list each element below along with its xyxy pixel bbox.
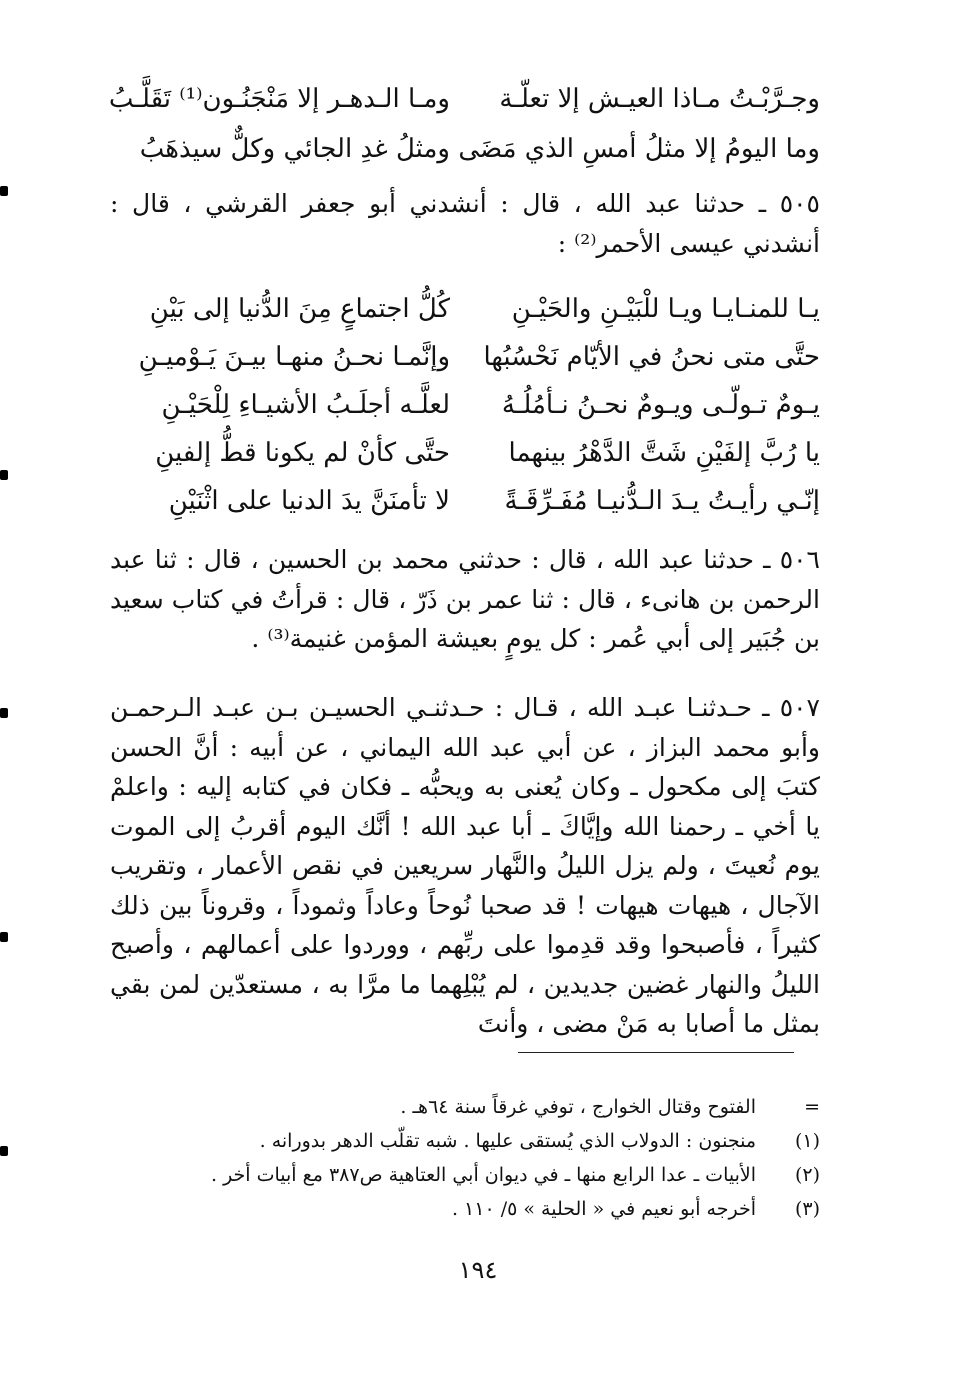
paragraph-text: ٥٠٧ ـ حـدثنـا عبـد الله ، قـال : حـدثنـي الحسيـن بـن عبـد الـرحمـن وأبو محمد البزاز ، عن أبي عبد الله اليماني ، عن أبيه : أنَّ الحسن كتبَ إلى مكحول ـ وكان يُعنى به ويحبُّه ـ فكان في كتابه إليه : واعلمْ يا أخي ـ رحمنا الله وإيَّاكَ ـ أبا عبد الله ! أنَّك اليوم أقربُ إلى الموت يوم نُعيتَ ، ولم يزل الليلُ والنَّهار سريعين في نقص الأعمار ، وتقريب الآجال ، هيهات هيهات ! قد صحبا نُوحاً وعاداً وثموداً ، وقروناً بين ذلك كثيراً ، فأصبحوا وقد قدِموا على ربِّهم ، ووردوا على أعمالهم ، وأصبح الليلُ والنهار غضين جديدين ، لم يُبْلِهما ما مرَّا به ، مستعدّين لمن بقي بمثل ما أصابا به مَنْ مضى ، وأنتَ (110, 693, 820, 1038)
verse-second-hemistich: ومثلُ غدِ الجائي وكلٌّ سيذهَبُ (139, 134, 450, 164)
verse-first-hemistich: حتَّى متى نحنُ في الأيّام نَحْسُبُها (483, 342, 820, 372)
paragraph-505 (110, 184, 820, 263)
footnote-number: (١) (794, 1130, 820, 1152)
verse-second-hemistich: لعلَّـه أجلَـبُ الأشيـاءِ لِلْحَيْـنِ (161, 390, 450, 420)
paragraph-text: ٥٠٥ ـ حدثنا عبد الله ، قال : أنشدني أبو جعفر القرشي ، قال : أنشدني عيسى الأحمر⁽²⁾ : (110, 189, 820, 258)
verse-line (110, 476, 820, 526)
footnote-text: أخرجه أبو نعيم في « الحلية » ٥/ ١١٠ . (451, 1198, 756, 1220)
paragraph-text: ٥٠٦ ـ حدثنا عبد الله ، قال : حدثني محمد بن الحسين ، قال : ثنا عبد الرحمن بن هانىء ، قال : ثنا عمر بن ذَرّ ، قال : قرأتُ في كتاب سعيد بن جُبَير إلى أبي عُمر : كل يومٍ بعيشة المؤمن غنيمة⁽³⁾ . (110, 545, 820, 653)
verse-first-hemistich: يا رُبَّ إلفَيْنِ شَتَّ الدَّهْرُ بينهما (508, 438, 820, 468)
scan-mark (0, 708, 8, 718)
footnote-text: الفتوح وقتال الخوارج ، توفي غرقاً سنة ٦٤هـ . (400, 1096, 756, 1118)
scan-mark (0, 186, 8, 196)
footnote-number: (٢) (794, 1164, 820, 1186)
scan-mark (0, 932, 8, 942)
verse-first-hemistich: يـا للمنـايـا ويـا للْبَيْـنِ والحَيْـنِ (511, 294, 820, 324)
verse-second-hemistich: ومـا الـدهـر إلا مَنْجَنُـون⁽¹⁾ تَقَلَّـبُ (108, 84, 450, 114)
verse-second-hemistich: كُلُّ اجتماعٍ مِنَ الدُّنيا إلى بَيْنِ (149, 294, 450, 324)
verse-second-hemistich: وإنَّمـا نحـنُ منهـا بيـنَ يَـوْميـنِ (138, 342, 450, 372)
footnote-text: الأبيات ـ عدا الرابع منها ـ في ديوان أبي العتاهية ص٣٨٧ مع أبيات أخر . (210, 1164, 756, 1186)
paragraph-506 (110, 540, 820, 659)
footnote-text: منجنون : الدولاب الذي يُستقى عليها . شبه تقلّب الدهر بدورانه . (259, 1130, 756, 1152)
footnote-separator (518, 1052, 794, 1053)
verse-line (110, 380, 820, 430)
footnote-number: (٣) (794, 1198, 820, 1220)
scan-mark (0, 1146, 8, 1156)
verse-first-hemistich: إنّـي رأيـتُ يـدَ الـدُّنيـا مُفَـرِّقَـةً (504, 486, 820, 516)
footnote-number: = (804, 1096, 820, 1118)
verse-first-hemistich: وما اليومُ إلا مثلُ أمسِ الذي مَضَى (458, 134, 820, 164)
verse-first-hemistich: وجـرَّبْـتُ مـاذا العيـش إلا تعلّـة (499, 84, 820, 114)
verse-second-hemistich: لا تأمنَنَّ يدَ الدنيا على اثْنَيْنِ (168, 486, 450, 516)
verse-line (110, 74, 820, 124)
paragraph-507 (110, 688, 820, 1044)
scan-mark (0, 470, 8, 480)
verse-line (110, 124, 820, 174)
verse-line (110, 284, 820, 334)
verse-first-hemistich: يـومٌ تـولّـى ويـومٌ نحـنُ نـأمُلُـهُ (501, 390, 820, 420)
verse-line (110, 332, 820, 382)
verse-second-hemistich: حتَّى كأنْ لم يكونا قطُّ إلفينِ (155, 438, 450, 468)
verse-line (110, 428, 820, 478)
page-number: ١٩٤ (458, 1256, 498, 1284)
